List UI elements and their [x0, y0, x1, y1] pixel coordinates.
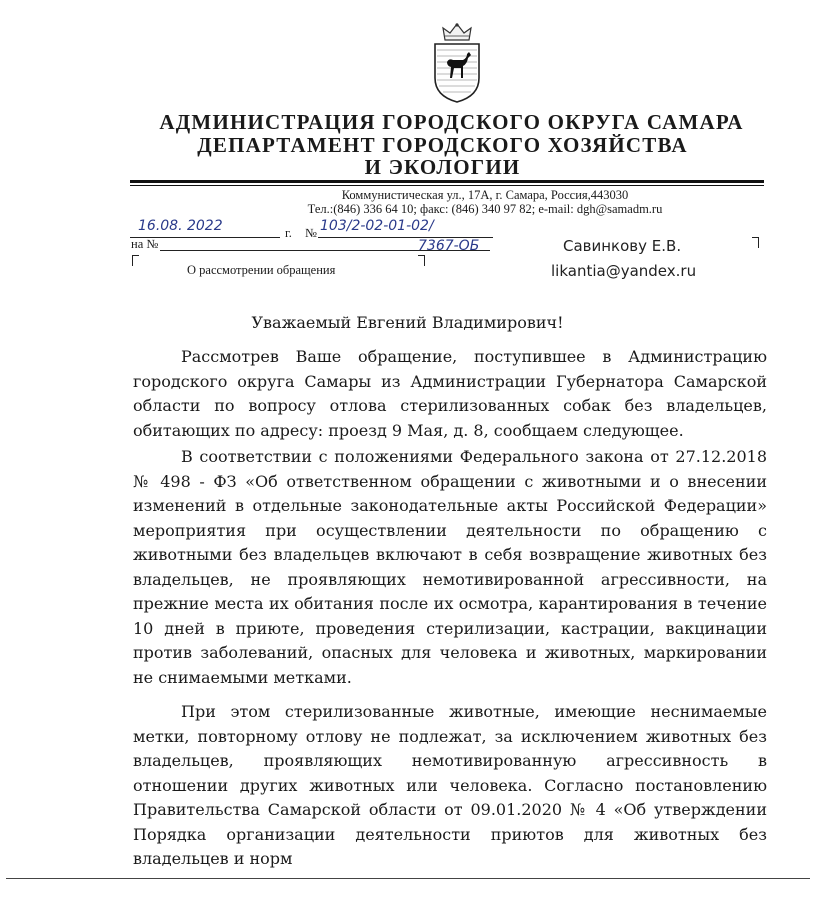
address-line: Коммунистическая ул., 17А, г. Самара, Россия,443030: [341, 188, 629, 202]
recipient-name: Савинкову Е.В.: [563, 237, 682, 255]
recipient-bracket: [752, 237, 759, 248]
greeting: Уважаемый Евгений Владимирович!: [251, 313, 564, 332]
paragraph: В соответствии с положениями Федерального закона от 27.12.2018 № 498 - ФЗ «Об ответственном обращении с животными и о внесении изменений в отдельные законодательные акты Российской Федерации» мероприятия при осуществлении деятельности по обращению с животными без владельцев включают в себя возвращение животных без владельцев, не проявляющих немотивированной агрессивности, на прежние места их обитания после их осмотра, карантирования в течение 10 дней в приюте, проведения стерилизации, кастрации, вакцинации против заболеваний, опасных для человека и животных, маркировании не снимаемыми метками.: [133, 447, 767, 687]
header-divider-thin: [130, 185, 764, 186]
letter-body: [133, 345, 767, 872]
org-name-line3: И ЭКОЛОГИИ: [364, 155, 521, 179]
date-suffix: г.: [285, 226, 292, 240]
header-divider-thick: [130, 180, 764, 183]
registration-number: 103/2-02-01-02/: [320, 218, 434, 234]
subject-bracket-left: [132, 255, 139, 266]
reference-number: 7367-ОБ: [418, 238, 480, 254]
org-name-line1: АДМИНИСТРАЦИЯ ГОРОДСКОГО ОКРУГА САМАРА: [159, 110, 744, 134]
coat-of-arms-emblem: [427, 22, 487, 106]
recipient-email: likantia@yandex.ru: [551, 262, 697, 280]
contacts-line: Тел.:(846) 336 64 10; факс: (846) 340 97 82; e-mail: dgh@samadm.ru: [307, 202, 663, 216]
number-label: №: [305, 226, 317, 240]
paragraph: При этом стерилизованные животные, имеющие неснимаемые метки, повторному отлову не подлежат, за исключением животных без владельцев, проявляющих немотивированную агрессивность в отношении других животных или человека. Согласно постановлению Правительства Самарской области от 09.01.2020 № 4 «Об утверждении Порядка организации деятельности приютов для животных без владельцев и норм: [133, 702, 767, 868]
subject-bracket-right: [418, 255, 425, 266]
paragraph: Рассмотрев Ваше обращение, поступившее в Администрацию городского округа Самары из Администрации Губернатора Самарской области по вопросу отлова стерилизованных собак без владельцев, обитающих по адресу: проезд 9 Мая, д. 8, сообщаем следующее.: [133, 347, 767, 440]
registration-date: 16.08. 2022: [138, 218, 223, 234]
letter-subject: О рассмотрении обращения: [187, 263, 336, 277]
page-bottom-edge: [6, 878, 810, 879]
org-name-line2: ДЕПАРТАМЕНТ ГОРОДСКОГО ХОЗЯЙСТВА: [197, 133, 688, 157]
reference-label: на №: [131, 237, 159, 251]
